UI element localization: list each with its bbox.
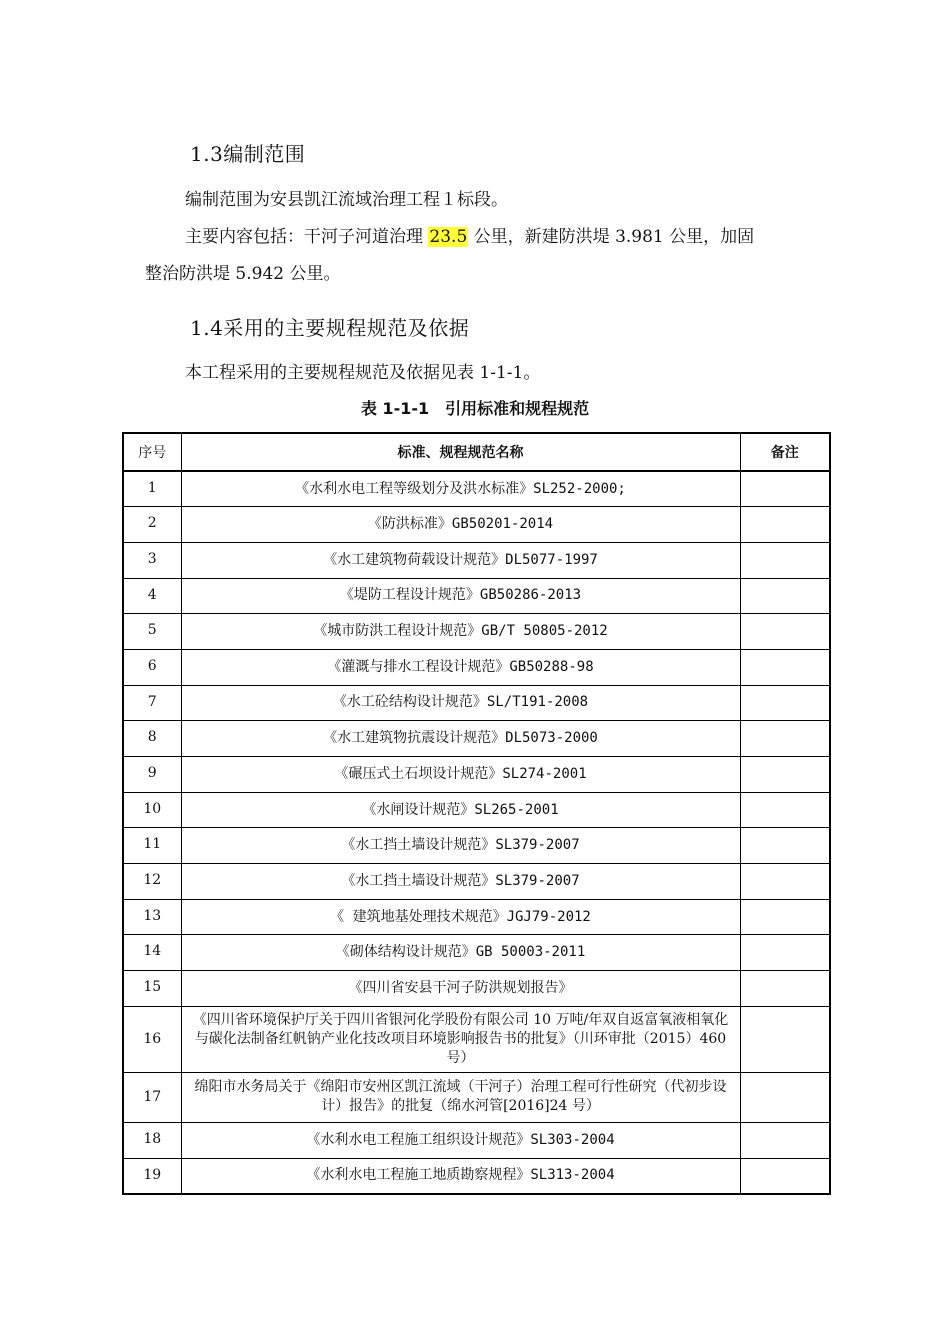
- row-note: [740, 1158, 830, 1194]
- row-standard-name: 绵阳市水务局关于《绵阳市安州区凯江流域（干河子）治理工程可行性研究（代初步设计）报告》的批复（绵水河管[2016]24 号）: [181, 1072, 740, 1122]
- row-standard-name: 《城市防洪工程设计规范》GB/T 50805-2012: [181, 614, 740, 650]
- row-standard-name: 《四川省安县干河子防洪规划报告》: [181, 971, 740, 1007]
- row-note: [740, 1072, 830, 1122]
- table-row: [123, 757, 830, 793]
- row-index: 16: [123, 1006, 181, 1072]
- row-standard-name: 《 建筑地基处理技术规范》JGJ79-2012: [181, 899, 740, 935]
- row-standard-name: 《水工建筑物荷载设计规范》DL5077-1997: [181, 542, 740, 578]
- row-index: 19: [123, 1158, 181, 1194]
- row-index: 18: [123, 1122, 181, 1158]
- row-standard-name: 《防洪标准》GB50201-2014: [181, 507, 740, 543]
- row-standard-name: 《砌体结构设计规范》GB 50003-2011: [181, 935, 740, 971]
- row-standard-name: 《灌溉与排水工程设计规范》GB50288-98: [181, 649, 740, 685]
- standards-table: [122, 432, 831, 1195]
- row-index: 1: [123, 471, 181, 507]
- row-note: [740, 507, 830, 543]
- table-row: [123, 864, 830, 900]
- table-row: [123, 507, 830, 543]
- row-index: 13: [123, 899, 181, 935]
- row-note: [740, 757, 830, 793]
- row-index: 11: [123, 828, 181, 864]
- table-row: [123, 1006, 830, 1072]
- content-paragraph-line2: 整治防洪堤 5.942 公里。: [145, 264, 341, 284]
- row-standard-name: 《水利水电工程等级划分及洪水标准》SL252-2000;: [181, 471, 740, 507]
- row-note: [740, 971, 830, 1007]
- table-row: [123, 1158, 830, 1194]
- table-row: [123, 792, 830, 828]
- row-note: [740, 792, 830, 828]
- table-row: [123, 471, 830, 507]
- row-index: 8: [123, 721, 181, 757]
- table-row: [123, 578, 830, 614]
- row-index: 4: [123, 578, 181, 614]
- table-row: [123, 542, 830, 578]
- row-standard-name: 《水利水电工程施工地质勘察规程》SL313-2004: [181, 1158, 740, 1194]
- row-index: 17: [123, 1072, 181, 1122]
- row-note: [740, 542, 830, 578]
- row-note: [740, 685, 830, 721]
- row-standard-name: 《碾压式土石坝设计规范》SL274-2001: [181, 757, 740, 793]
- row-index: 2: [123, 507, 181, 543]
- reference-paragraph: 本工程采用的主要规程规范及依据见表 1-1-1。: [185, 363, 541, 383]
- row-index: 7: [123, 685, 181, 721]
- table-row: [123, 685, 830, 721]
- content-text-a: 主要内容包括：干河子河道治理: [185, 227, 429, 247]
- header-index: 序号: [123, 433, 181, 471]
- row-note: [740, 471, 830, 507]
- scope-paragraph: 编制范围为安县凯江流域治理工程１标段。: [185, 190, 508, 210]
- row-standard-name: 《水工挡土墙设计规范》SL379-2007: [181, 864, 740, 900]
- row-standard-name: 《水工建筑物抗震设计规范》DL5073-2000: [181, 721, 740, 757]
- header-name: 标准、规程规范名称: [181, 433, 740, 471]
- row-index: 5: [123, 614, 181, 650]
- table-caption: 表 1-1-1 引用标准和规程规范: [360, 399, 590, 418]
- content-paragraph-line1: [185, 220, 754, 254]
- section-title-1-4: 1.4采用的主要规程规范及依据: [190, 316, 470, 340]
- row-note: [740, 614, 830, 650]
- row-standard-name: 《堤防工程设计规范》GB50286-2013: [181, 578, 740, 614]
- header-note: 备注: [740, 433, 830, 471]
- row-index: 10: [123, 792, 181, 828]
- row-index: 9: [123, 757, 181, 793]
- section-title-1-3: 1.3编制范围: [190, 142, 306, 166]
- table-row: [123, 828, 830, 864]
- row-index: 6: [123, 649, 181, 685]
- table-row: [123, 614, 830, 650]
- row-standard-name: 《水闸设计规范》SL265-2001: [181, 792, 740, 828]
- row-note: [740, 1006, 830, 1072]
- table-row: [123, 721, 830, 757]
- table-row: [123, 971, 830, 1007]
- row-standard-name: 《四川省环境保护厅关于四川省银河化学股份有限公司 10 万吨/年双自返富氧液相氧化与碳化法制备红帆钠产业化技改项目环境影响报告书的批复》（川环审批（2015）460号）: [181, 1006, 740, 1072]
- content-text-b: 公里，新建防洪堤 3.981 公里，加固: [468, 227, 755, 247]
- row-note: [740, 1122, 830, 1158]
- row-note: [740, 864, 830, 900]
- row-note: [740, 828, 830, 864]
- row-index: 15: [123, 971, 181, 1007]
- row-note: [740, 649, 830, 685]
- table-row: [123, 935, 830, 971]
- table-row: [123, 899, 830, 935]
- row-standard-name: 《水利水电工程施工组织设计规范》SL303-2004: [181, 1122, 740, 1158]
- highlighted-value: 23.5: [429, 227, 468, 247]
- row-note: [740, 935, 830, 971]
- row-note: [740, 721, 830, 757]
- row-standard-name: 《水工挡土墙设计规范》SL379-2007: [181, 828, 740, 864]
- row-index: 12: [123, 864, 181, 900]
- table-row: [123, 649, 830, 685]
- table-row: [123, 1072, 830, 1122]
- row-index: 3: [123, 542, 181, 578]
- row-note: [740, 899, 830, 935]
- table-row: [123, 1122, 830, 1158]
- row-index: 14: [123, 935, 181, 971]
- row-note: [740, 578, 830, 614]
- row-standard-name: 《水工砼结构设计规范》SL/T191-2008: [181, 685, 740, 721]
